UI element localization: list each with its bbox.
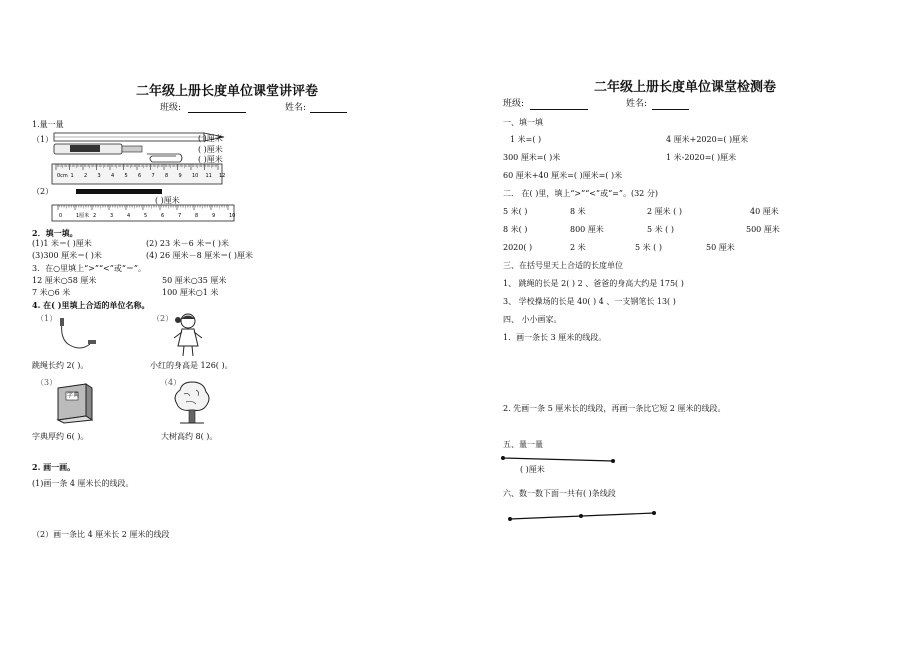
left-draw1: (1)画一条 4 厘米长的线段。 [32,479,134,488]
right-s2-r2d: 500 厘米 [746,225,780,234]
right-s2-r2c: 5 米 ( ) [647,225,674,234]
right-class-label: 班级: [503,99,525,109]
right-s2-r1a: 5 米( ) [503,207,528,216]
right-s3-row2: 3、 学校操场的长是 40( ) 4 、一支钢笔长 13( ) [503,297,676,306]
ruler-tick-label: 8 [165,173,169,179]
right-class-blank[interactable] [530,109,588,110]
right-s2-r2a: 8 米( ) [503,225,528,234]
ruler2-icon [52,205,237,223]
count-segments [505,510,660,524]
left-q2-title: 2．填一填。 [32,228,78,238]
left-q2-r2c2: (4) 26 厘米－8 厘米＝( )厘米 [146,251,254,260]
ruler-tick-label: 12 [219,173,226,179]
left-q3-r2c2: 100 厘米○1 米 [162,288,219,297]
right-s1-r1c2: 4 厘米+2020=( )厘米 [666,135,749,144]
right-s2-r3a: 2020( ) [503,243,533,252]
left-q4-label3: （3） [36,378,58,387]
left-q4-answer3: 字典厚约 6( )。 [32,432,89,441]
right-s4-title: 四、 小小画家。 [503,315,562,324]
ruler-tick-label: 7 [151,173,155,179]
left-q4-answer1: 跳绳长约 2( )。 [32,361,89,370]
right-s3-row1: 1、 跳绳的长是 2( ) 2 、爸爸的身高大约是 175( ) [503,279,684,288]
left-q4-label4: （4） [160,378,182,387]
left-q4-title: 4. 在( )里填上合适的单位名称。 [32,300,150,310]
left-q3-r1c2: 50 厘米○35 厘米 [162,276,227,285]
ruler-tick-label: 2 [93,213,97,219]
left-q1-label2: （2） [32,187,54,196]
ruler-tick-label: 6 [161,213,165,219]
left-draw2: （2）画一条比 4 厘米长 2 厘米的线段 [32,530,170,539]
right-s2-r1c: 2 厘米 ( ) [647,207,682,216]
right-s1-r2c2: 1 米-2020=( )厘米 [666,153,737,162]
left-name-blank[interactable] [310,112,347,113]
right-s6-title: 六、数一数下面一共有( )条线段 [503,489,616,498]
jump-rope-icon [58,318,98,354]
right-s4-q2: 2. 先画一条 5 厘米长的线段，再画一条比它短 2 厘米的线段。 [503,404,726,413]
ruler-tick-label: 3 [97,173,101,179]
left-draw-title: 2. 画一画。 [32,462,76,472]
right-title: 二年级上册长度单位课堂检测卷 [594,80,777,95]
right-name-blank[interactable] [652,109,689,110]
ruler-tick-label: 11 [205,173,212,179]
left-q2-r1c2: (2) 23 米－6 米＝( )米 [146,239,230,248]
left-q3-r1c1: 12 厘米○58 厘米 [32,276,97,285]
right-s4-q1: 1．画一条长 3 厘米的线段。 [503,333,607,342]
left-q4-label2: （2） [152,314,174,323]
right-s1-r3c1: 60 厘米+40 厘米=( )厘米=( )米 [503,171,623,180]
left-q1-title: 1.量一量 [32,120,64,129]
right-s1-r1c1: 1 米=( ) [510,135,542,144]
ruler-tick-label: 7 [178,213,182,219]
ruler-tick-label: 1厘米 [76,213,90,219]
ruler-tick-label: 0 [59,213,63,219]
right-s2-title: 二． 在( )里，填上“>”“<”或“=”。(32 分) [503,189,658,198]
left-q1-blank1[interactable]: ( )厘米 [198,134,223,143]
ruler-tick-label: 0cm [57,173,68,179]
left-q3-r2c1: 7 米○6 米 [32,288,71,297]
left-q4-answer2: 小红的身高是 126( )。 [150,361,233,370]
right-s2-r1d: 40 厘米 [750,207,779,216]
left-q2-r2c1: (3)300 厘米＝( )米 [32,251,102,260]
left-q2-r1c1: (1)1 米＝( )厘米 [32,239,92,248]
right-s5-blank[interactable]: ( )厘米 [520,465,545,474]
left-q3-title: 3．在○里填上“>”“<”或“＝”。 [32,264,147,273]
black-bar-icon [76,189,166,197]
left-q4-answer4: 大树高约 8( )。 [161,432,218,441]
right-s3-title: 三、在括号里天上合适的长度单位 [503,261,623,270]
ruler-tick-label: 9 [212,213,216,219]
ruler-tick-label: 4 [127,213,131,219]
ruler-tick-label: 5 [124,173,128,179]
right-s2-r2b: 800 厘米 [570,225,604,234]
dictionary-icon [54,382,96,424]
ruler-tick-label: 9 [178,173,182,179]
ruler-tick-label: 8 [195,213,199,219]
right-s2-r3b: 2 米 [570,243,586,252]
left-q1-blank3[interactable]: ( )厘米 [198,155,223,164]
right-s5-title: 五、量一量 [503,440,543,449]
ruler-tick-label: 2 [84,173,88,179]
dictionary-label: 字典 [67,392,80,399]
left-class-label: 班级: [160,103,182,113]
girl-icon [172,312,204,358]
ruler-tick-label: 3 [110,213,114,219]
left-q1-blank4[interactable]: ( )厘米 [155,196,180,205]
left-title: 二年级上册长度单位课堂讲评卷 [136,84,319,99]
left-q4-label1: （1） [36,314,58,323]
tree-icon [172,380,212,426]
ruler-tick-label: 10 [229,213,236,219]
paperclip-icon [147,154,182,162]
right-s2-r3d: 50 厘米 [706,243,735,252]
ruler-tick-label: 5 [144,213,148,219]
left-name-label: 姓名: [285,103,307,113]
measure-segment [500,455,618,465]
right-name-label: 姓名: [626,99,648,109]
left-q1-blank2[interactable]: ( )厘米 [198,145,223,154]
right-s2-r3c: 5 米 ( ) [635,243,662,252]
right-s2-r1b: 8 米 [570,207,586,216]
left-q1-label1: （1） [32,135,54,144]
right-s1-r2c1: 300 厘米=( )米 [503,153,561,162]
ruler-tick-label: 1 [70,173,74,179]
right-s1-title: 一、填一填 [503,118,543,127]
ruler-tick-label: 4 [111,173,115,179]
ruler-tick-label: 10 [192,173,199,179]
left-class-blank[interactable] [188,112,246,113]
ruler1-ticks [52,164,224,186]
pen-icon [54,144,142,154]
ruler-tick-label: 6 [138,173,142,179]
